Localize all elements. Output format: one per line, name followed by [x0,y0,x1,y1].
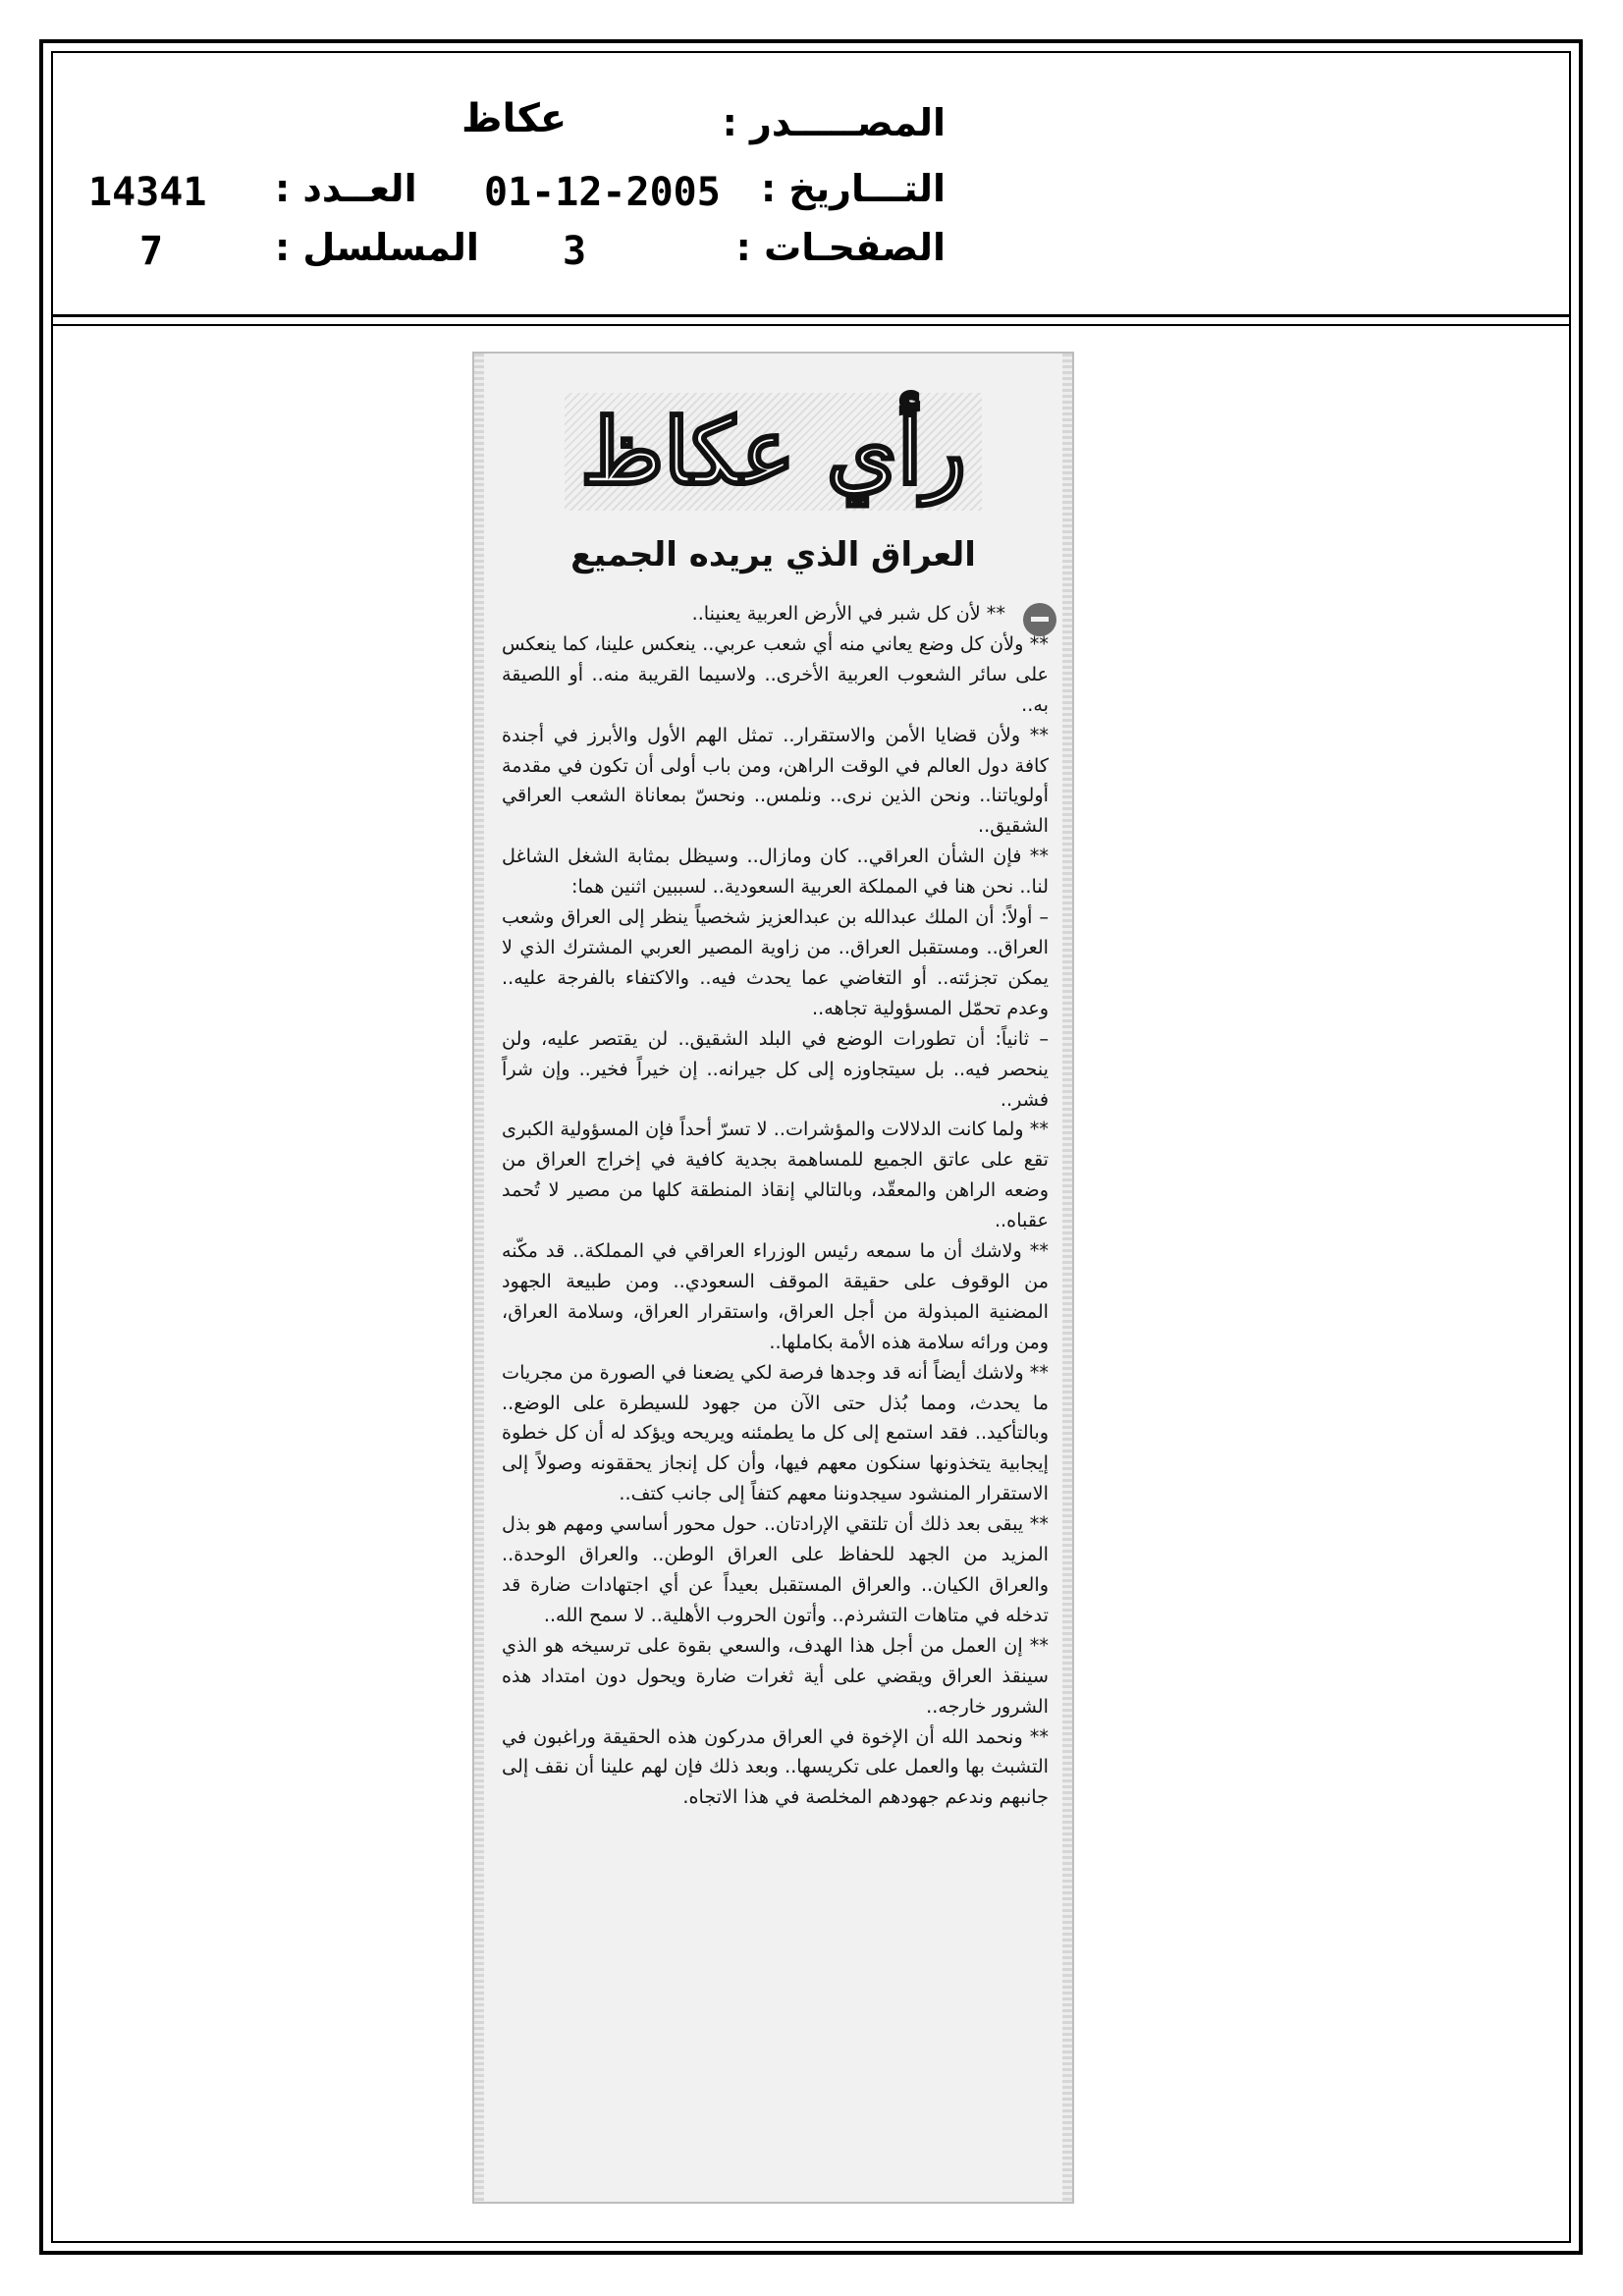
serial-label: المسلسل : [275,226,479,269]
paragraph: ** فإن الشأن العراقي.. كان ومازال.. وسيظل بمثابة الشغل الشاغل لنا.. نحن هنا في المملكة العربية السعودية.. لسببين اثنين هما: [502,845,1049,899]
pages-value: 3 [563,229,587,274]
paragraph: ** يبقى بعد ذلك أن تلتقي الإرادتان.. حول محور أساسي ومهم هو بذل المزيد من الجهد للحفاظ على العراق الوطن.. والعراق الوحدة.. والعراق الكيان.. والعراق المستقبل بعيداً عن أي اجتهادات ضارة قد تدخله في متاهات التشرذم.. وأتون الحروب الأهلية.. لا سمح الله.. [502,1512,1049,1626]
date-value: 01-12-2005 [484,170,721,215]
paragraph: ** ولاشك أن ما سمعه رئيس الوزراء العراقي في المملكة.. قد مكّنه من الوقوف على حقيقة الموقف السعودي.. ومن طبيعة الجهود المضنية المبذولة من أجل العراق، واستقرار العراق، وسلامة العراق، ومن ورائه سلامة هذه الأمة بكاملها.. [502,1239,1049,1353]
paragraph: – ثانياً: أن تطورات الوضع في البلد الشقيق.. لن يقتصر عليه، ولن ينحصر فيه.. بل سيتجاوزه إلى كل جيرانه.. إن خيراً فخير.. وإن شراً فشر.. [502,1026,1049,1111]
serial-value: 7 [139,229,164,274]
paragraph: ** ولما كانت الدلالات والمؤشرات.. لا تسرّ أحداً فإن المسؤولية الكبرى تقع على عاتق الجميع للمساهمة بجدية كافية في إخراج العراق من وضعه الراهن والمعقّد، وبالتالي إنقاذ المنطقة كلها من مصير لا تُحمد عقباه.. [502,1118,1049,1232]
header-separator [51,314,1571,326]
paragraph: ** ولأن قضايا الأمن والاستقرار.. تمثل الهم الأول والأبرز في أجندة كافة دول العالم في الوقت الراهن، ومن باب أولى أن تكون في مقدمة أولوياتنا.. ونحن الذين نرى.. ونلمس.. ونحسّ بمعاناة الشعب العراقي الشقيق.. [502,723,1049,838]
article-clipping [472,352,1074,2204]
clipping-left-edge [474,354,484,2202]
issue-label: العــدد : [275,167,417,210]
article-body [502,599,1049,2190]
source-value: عكاظ [461,96,568,141]
okaz-opinion-logo: رأي عكاظ [565,393,982,511]
source-label: المصـــــدر : [722,101,946,144]
article-title: العراق الذي يريده الجميع [570,535,976,574]
paragraph: ** إن العمل من أجل هذا الهدف، والسعي بقوة على ترسيخه هو الذي سينقذ العراق ويقضي على أية ثغرات ضارة ويحول دون امتداد هذه الشرور خارجه.. [502,1633,1049,1718]
paragraph: ** ولأن كل وضع يعاني منه أي شعب عربي.. ينعكس علينا، كما ينعكس على سائر الشعوب العربية الأخرى.. ولاسيما القريبة منه.. أو اللصيقة به.. [502,631,1049,716]
paragraph: ** لأن كل شبر في الأرض العربية يعنينا.. [691,602,1005,625]
issue-value: 14341 [88,170,207,215]
masthead [474,393,1072,520]
paragraph: – أولاً: أن الملك عبدالله بن عبدالعزيز شخصياً ينظر إلى العراق وشعب العراق.. ومستقبل العراق.. من زاوية المصير العربي المشترك الذي لا يمكن تجزئته.. أو التغاضي عما يحدث فيه.. والاكتفاء بالفرجة عليه.. وعدم تحمّل المسؤولية تجاهه.. [502,905,1049,1019]
paragraph: ** ولاشك أيضاً أنه قد وجدها فرصة لكي يضعنا في الصورة من مجريات ما يحدث، ومما بُذل حتى الآن من جهود للسيطرة على الوضع.. وبالتأكيد.. فقد استمع إلى كل ما يطمئنه ويريحه ويؤكد له أن كل خطوة إيجابية يتخذونها سنكون معهم فيها، وأن كل إنجاز يحققونه وصولاً إلى الاستقرار المنشود سيجدوننا معهم كتفاً إلى جانب كتف.. [502,1360,1049,1505]
date-label: التـــاريخ : [761,167,946,210]
clipping-right-edge [1062,354,1072,2202]
paragraph: ** ونحمد الله أن الإخوة في العراق مدركون هذه الحقيقة وراغبون في التشبث بها والعمل على تكريسها.. وبعد ذلك فإن لهم علينا أن نقف إلى جانبهم وندعم جهودهم المخلصة في هذا الاتجاه. [502,1724,1049,1809]
pages-label: الصفحـات : [735,226,946,269]
